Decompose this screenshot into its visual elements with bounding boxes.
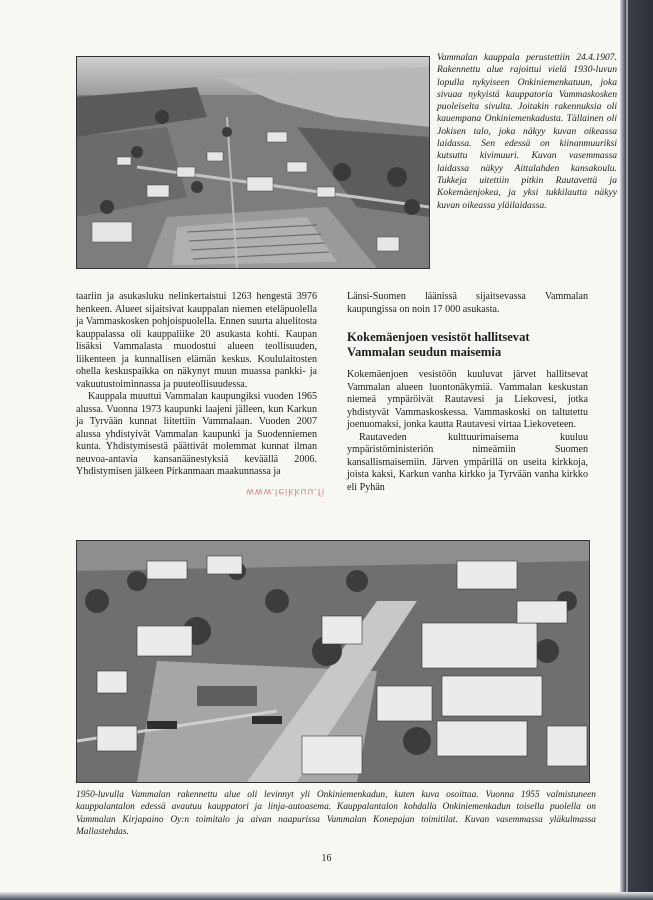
book-bottom-edge [0, 892, 653, 900]
book-spine-edge [620, 0, 653, 900]
aerial-photo-1930s [76, 56, 430, 269]
caption-top: Vammalan kauppala perustettiin 24.4.1907. Rakennettu alue rajoittui vielä 1930-luvun lopulla nykyiseen Onkiniemenkatuun, joka sivuaa nykyistä kauppatoria Vammaskosken puoleiselta sivulta. Joitakin rakennuksia oli kauempana Onkiniemenkadusta. Tällainen oli Jokisen talo, joka näkyy kuvan oikeassa laidassa. Sen edessä on kiinanmuuriksi kutsuttu kivimuuri. Kuvan vasemmassa laidassa näkyy Aittalahden kansakoulu. Tukkeja uitettiin pitkin Rautavettä ja Kokemäenjokea, ja yksi tukkilautta näkyy kuvan oikeassa yläilaidassa. [437, 52, 617, 211]
body-paragraph: taariin ja asukasluku nelinkertaistui 1263 hengestä 3976 henkeen. Alueet sijaitsivat kauppalan niemen eteläpuolella ja Vammaskosken pohjoispuolella. Ennen suurta aluelitosta kauppalassa oli kauppaliike 20 asukasta kohti. Kaupan lisäksi Vammalasta muodostui alueen teollisuuden, liikenteen ja kunnallisen elämän keskus. Koululaitosten ohella keskuspaikka on näkynyt muun muassa pankki- ja vakuutustoiminnassa ja puuteollisuudessa. [76, 291, 317, 390]
caption-bottom: 1950-luvulla Vammalan rakennettu alue oli levinnyt yli Onkiniemenkadun, kuten kuva osoittaa. Vuonna 1955 valmistuneen kauppalantalon edessä avautuu kauppatori ja linja-autoasema. Kauppalantalon kohdalla Onkiniemenkadun toisella puolella on Vammalan Kirjapaino Oy:n toimitalo ja aivan naapurissa Vammalan Konepajan toimitilat. Kuvan vasemmassa yläkulmassa Mallastehdas. [76, 790, 596, 837]
body-paragraph: Kauppala muuttui Vammalan kaupungiksi vuoden 1965 alussa. Vuonna 1973 kaupunki laajeni jälleen, kun Karkun ja Tyrvään kunnat liitettiin Vammalaan. Vuoden 2007 alussa yhdistyivät Vammalan kaupunki ja Suodenniemen kunta. Yhdistymisestä päättivät molemmat kunnat ilman neuvoa-antavia kansanäänestyksiä keväällä 2006. Yhdistymisen jälkeen Pirkanmaan maakunnassa ja [76, 391, 317, 477]
section-heading: Kokemäenjoen vesistöt hallitsevat Vammalan seudun maisemia [347, 330, 530, 359]
page-number: 16 [321, 853, 332, 864]
body-column-right [347, 291, 588, 494]
body-column-left [76, 291, 317, 479]
watermark-stamp: www.leikkuu.fi [246, 486, 325, 497]
body-paragraph: Rautaveden kulttuurimaisema kuuluu ympäristöministeriön nimeämiin Suomen kansallismaisemiin. Järven ympärillä on useita kirkkoja, joista kaksi, Karkun vanha kirkko ja Tyrvään vanha kirkko eli Pyhän [347, 431, 588, 493]
body-paragraph: Kokemäenjoen vesistöön kuuluvat järvet hallitsevat Vammalan alueen luontonäkymiä. Vammalan keskustan niemeä ympäröivät Rautavesi ja Liekovesi, jotka yhdistyvät Vammaskoskessa. Vammaskoski on taltutettu joenuomaksi, jonka kautta Rautavesi virtaa Liekoveteen. [347, 369, 588, 430]
aerial-photo-1950s [76, 540, 590, 783]
body-paragraph: Länsi-Suomen läänissä sijaitsevassa Vammalan kaupungissa on noin 17 000 asukasta. [347, 291, 588, 315]
